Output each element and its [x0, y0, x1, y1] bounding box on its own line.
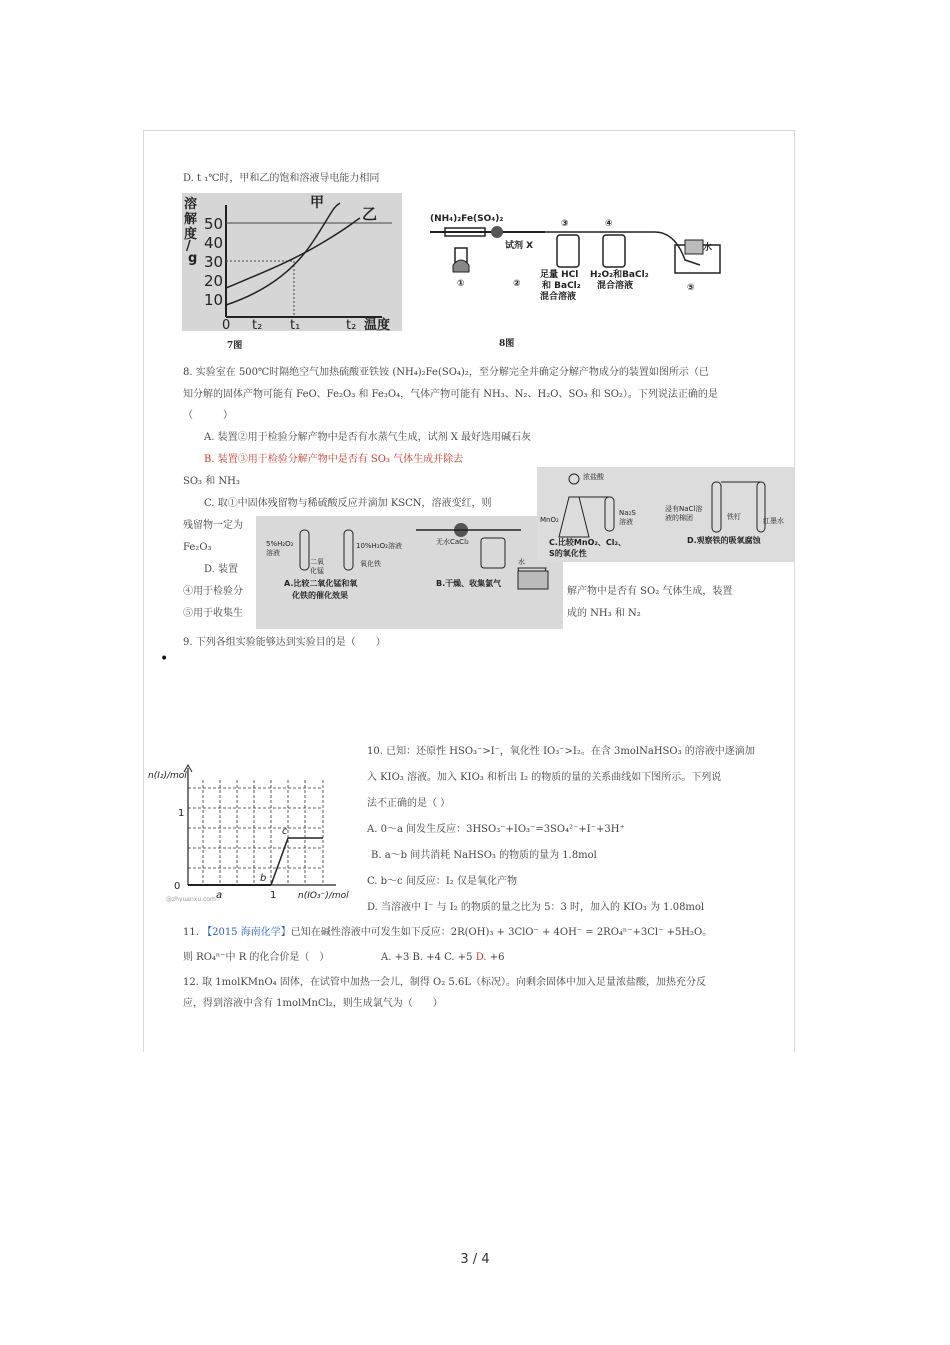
figure-7-svg — [182, 193, 402, 331]
q11-option-d: D. — [475, 952, 487, 963]
fig7-xtick: t₁ — [290, 318, 301, 331]
fig7-ytick: 20 — [204, 272, 224, 290]
q10-chart-origin: 0 — [174, 881, 181, 892]
figure-7-caption: 7图 — [227, 341, 243, 351]
q9b-label-1: 无水CaCl₂ — [436, 538, 469, 546]
fig8-n5: ⑤ — [687, 283, 695, 293]
q9-bullet: • — [160, 651, 169, 667]
fig8-n2: ② — [513, 279, 521, 289]
q9a-label-1: 5%H₂O₂ — [266, 540, 294, 548]
q9b-label-2: 水 — [518, 558, 525, 566]
q10-chart-point-c: c — [282, 826, 288, 837]
figure-8-svg — [425, 210, 735, 310]
q9-stem: 9. 下列各组实验能够达到实验目的是（ ） — [183, 637, 386, 648]
q9-figure-ab-svg — [256, 516, 563, 629]
q8-option-d-right2: 解产物中是否有 SO₂ 气体生成，装置 — [567, 586, 733, 597]
fig8-reagent-top: (NH₄)₂Fe(SO₄)₂ — [430, 214, 504, 224]
fig7-ylabel-char: 解 — [184, 212, 198, 227]
figure-8-caption: 8图 — [499, 339, 515, 349]
q9c-label-1: 浓盐酸 — [583, 473, 604, 481]
q10-chart-xlabel: n(IO₃⁻)/mol — [298, 891, 349, 901]
q8-option-c-line2: 残留物一定为 — [183, 520, 243, 531]
q9a-label-3: 10%H₂O₂溶液 — [356, 542, 402, 550]
q10-option-b: B. a～b 间共消耗 NaHSO₃ 的物质的量为 1.8mol — [371, 850, 597, 861]
fig7-ytick: 50 — [204, 215, 224, 233]
q9d-label-1: 浸有NaCl溶 — [665, 505, 703, 513]
page-number: 3 / 4 — [460, 1252, 490, 1267]
q8-stem-line2: 知分解的固体产物可能有 FeO、Fe₂O₃ 和 Fe₃O₄，气体产物可能有 NH₃、N₂、H₂O、SO₃ 和 SO₂）。下列说法正确的是 — [183, 389, 718, 400]
fig8-label-mix2: 混合溶液 — [597, 281, 634, 291]
fig8-circle-3: ③ — [561, 219, 569, 229]
q9b-caption: B.干燥、收集氯气 — [436, 579, 502, 588]
fig7-curve-b-label: 乙 — [362, 205, 378, 223]
q9-figure-ab-photo — [256, 516, 563, 629]
q10-chart-x1: 1 — [270, 890, 277, 901]
fig7-ylabel-char: 溶 — [184, 197, 198, 212]
q8-option-d-line2: ④用于检验分 — [183, 586, 243, 597]
q8-option-d-right3: 成的 NH₃ 和 N₂ — [567, 608, 641, 619]
fig7-curve-a-label: 甲 — [310, 195, 324, 211]
q12-line1: 12. 取 1molKMnO₄ 固体，在试管中加热一会儿，制得 O₂ 5.6L（标况）。向剩余固体中加入足量浓盐酸，加热充分反 — [183, 977, 706, 988]
q10-chart-y1: 1 — [178, 808, 185, 819]
fig7-ylabel-char: / — [186, 239, 191, 254]
fig7-xlabel: 温度 — [364, 318, 391, 331]
q8-stem-line3: （ ） — [183, 410, 233, 421]
q9d-label-3: 红墨水 — [763, 517, 784, 525]
q10-chart-point-a: a — [216, 890, 223, 901]
q10-option-d: D. 当溶液中 I⁻ 与 I₂ 的物质的量之比为 5：3 时，加入的 KIO₃ 为 1.08mol — [367, 902, 705, 913]
page-frame-right — [794, 130, 795, 1052]
fig8-label-h2o2: H₂O₂和BaCl₂ — [590, 270, 649, 280]
q11-options-abc: A. +3 B. +4 C. +5 — [381, 952, 473, 963]
fig8-label-hcl: 足量 HCl — [540, 270, 579, 280]
q9-figure-cd-svg — [537, 467, 794, 562]
q11-option-d-value: +6 — [489, 952, 505, 963]
q9c-label-2: MnO₂ — [540, 516, 559, 524]
q9c-caption-2: S的氧化性 — [549, 549, 587, 558]
q8-option-b: B. 装置③用于检验分解产物中是否有 SO₃ 气体生成并除去 — [204, 454, 464, 465]
q11-line2: 则 RO₄ⁿ⁻中 R 的化合价是（ ） — [183, 952, 330, 963]
q12-line2: 应，得到溶液中含有 1molMnCl₂，则生成氯气为（ ） — [183, 998, 443, 1009]
q9d-label-1b: 液的棉团 — [665, 514, 693, 522]
q8-option-c: C. 取①中固体残留物与稀硫酸反应并滴加 KSCN，溶液变红，则 — [204, 498, 492, 509]
q8-option-b-cont: SO₃ 和 NH₃ — [183, 476, 240, 487]
q11-source-tag: 【2015 海南化学】 — [202, 927, 291, 938]
q11-stem: 已知在碱性溶液中可发生如下反应：2R(OH)₃ + 3ClO⁻ + 4OH⁻ = 2RO₄ⁿ⁻+3Cl⁻ +5H₂O。 — [290, 927, 713, 938]
q10-chart — [148, 760, 358, 902]
fig7-ytick: 10 — [204, 291, 224, 309]
q8-option-d-line3: ⑤用于收集生 — [183, 608, 243, 619]
q11-options — [381, 951, 505, 964]
q8-option-d: D. 装置 — [204, 564, 239, 575]
q9d-label-2: 铁钉 — [727, 513, 741, 521]
page-frame-top — [143, 130, 795, 131]
fig8-label-water: 水 — [703, 243, 713, 253]
fig7-xtick: t₂ — [252, 318, 263, 331]
q10-line3: 法不正确的是（ ） — [367, 798, 451, 809]
q9a-label-2b: 化锰 — [310, 567, 324, 575]
q9c-caption-1: C.比较MnO₂、Cl₂、 — [549, 538, 626, 547]
q10-option-c: C. b～c 间反应：I₂ 仅是氧化产物 — [367, 876, 517, 887]
q10-chart-ylabel: n(I₂)/mol — [148, 771, 187, 781]
q9d-caption: D.观察铁的吸氧腐蚀 — [687, 536, 761, 545]
fig7-ylabel-char: 度 — [184, 227, 198, 242]
q10-line2: 入 KIO₃ 溶液。加入 KIO₃ 和析出 I₂ 的物质的量的关系曲线如下图所示。下列说 — [367, 772, 722, 783]
q9a-label-4: 氧化铁 — [360, 560, 381, 568]
fig8-reagent-x: 试剂 X — [505, 241, 534, 251]
q10-chart-svg — [148, 760, 358, 902]
q9c-label-3b: 溶液 — [619, 518, 633, 526]
fig8-label-mix1: 混合溶液 — [540, 292, 577, 302]
fig7-xtick: 0 — [222, 318, 231, 331]
q10-line1: 10. 已知：还原性 HSO₃⁻>I⁻，氧化性 IO₃⁻>I₂。在含 3molNaHSO₃ 的溶液中逐滴加 — [367, 746, 755, 757]
q9c-label-3: Na₂S — [619, 509, 636, 517]
q8-stem-line1: 8. 实验室在 500℃时隔绝空气加热硫酸亚铁铵 (NH₄)₂Fe(SO₄)₂，至分解完全并确定分解产物成分的装置如图所示（已 — [183, 367, 709, 378]
fig8-circle-4: ④ — [605, 219, 613, 229]
figure-7-solubility-photo — [182, 193, 402, 331]
q9a-label-2: 二氧 — [310, 558, 324, 566]
q10-option-a: A. 0～a 间发生反应：3HSO₃⁻+IO₃⁻=3SO₄²⁻+I⁻+3H⁺ — [367, 824, 625, 835]
q10-chart-watermark: @zhyuanxu.com — [166, 896, 216, 902]
fig7-ylabel-char: g — [188, 251, 198, 266]
fig7-ytick: 40 — [204, 234, 224, 252]
fig7-ytick: 30 — [204, 253, 224, 271]
fig8-label-bacl2: 和 BaCl₂ — [542, 281, 581, 291]
fig8-n1: ① — [457, 279, 465, 289]
q8-option-c-line3: Fe₂O₃ — [183, 542, 212, 553]
q9-figure-cd-photo — [537, 467, 794, 562]
fig7-xtick: t₂ — [346, 318, 357, 331]
q11-number: 11. — [183, 927, 199, 938]
q9a-caption-1: A.比较二氧化锰和氧 — [284, 579, 358, 588]
q10-chart-point-b: b — [260, 873, 267, 884]
q8-option-a: A. 装置②用于检验分解产物中是否有水蒸气生成，试剂 X 最好选用碱石灰 — [204, 432, 532, 443]
q7-option-d: D. t ₁℃时，甲和乙的饱和溶液导电能力相同 — [183, 173, 380, 184]
q9a-caption-2: 化铁的催化效果 — [292, 591, 348, 600]
q9a-label-1b: 溶液 — [266, 549, 280, 557]
figure-8-apparatus — [425, 210, 735, 310]
page-frame-left — [143, 130, 144, 1052]
q11-line1 — [183, 926, 712, 939]
